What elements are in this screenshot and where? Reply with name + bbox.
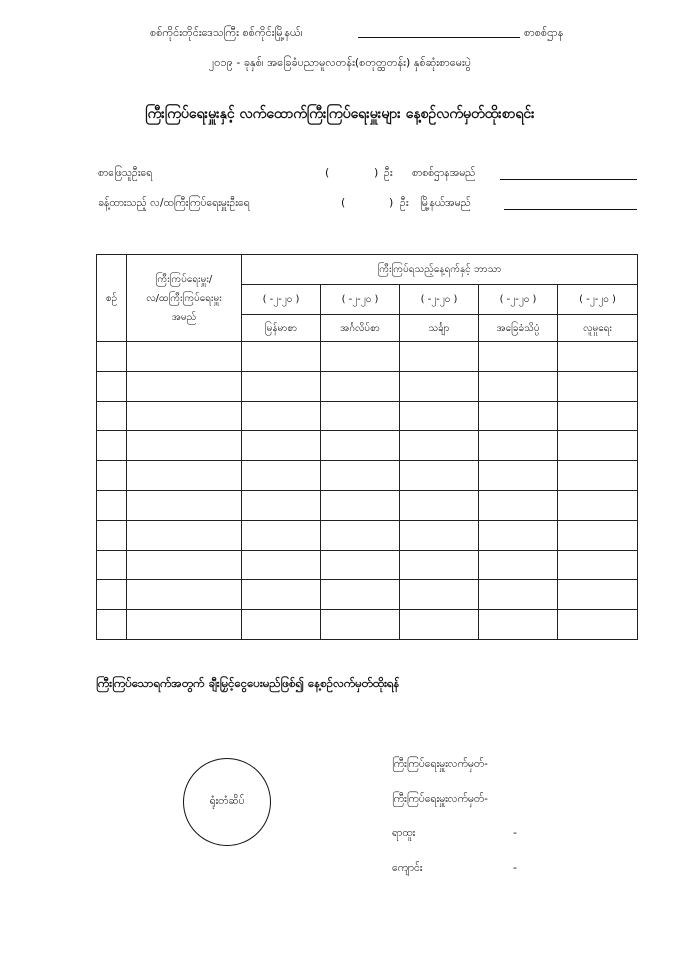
table-row [97,490,638,520]
table-cell[interactable] [400,401,479,431]
table-cell[interactable] [127,431,242,461]
table-cell[interactable] [321,371,400,401]
table-cell[interactable] [127,520,242,550]
subject-header-science: အခြေခံသိပ္ပံ [479,315,558,342]
exam-center-label: စာစစ်ဌာန [524,26,564,39]
date-header: ( -၂-၂၀ ) [242,285,321,315]
township-name-line [504,209,637,210]
supervisor-count-paren-open: ( [341,196,346,209]
table-cell[interactable] [242,490,321,520]
table-cell[interactable] [479,461,558,491]
table-cell[interactable] [558,610,638,640]
table-cell[interactable] [97,520,127,550]
candidate-count-unit: ဦး [384,167,393,179]
col-header-no: စဉ် [97,255,127,342]
table-cell[interactable] [400,490,479,520]
table-cell[interactable] [242,610,321,640]
table-cell[interactable] [479,550,558,580]
col-header-name [127,255,242,342]
table-cell[interactable] [321,490,400,520]
subject-header-math: သင်္ချာ [400,315,479,342]
form-title: ကြီးကြပ်ရေးမှူးနှင့် လက်ထောက်ကြီးကြပ်ရေးမှူးများ နေ့စဉ်လက်မှတ်ထိုးစာရင်း [145,106,535,122]
subject-header-myanmar: မြန်မာစာ [242,315,321,342]
table-row [97,520,638,550]
position-label: ရာထူး [392,827,416,839]
table-cell[interactable] [400,342,479,372]
table-cell[interactable] [558,401,638,431]
table-cell[interactable] [479,580,558,610]
table-cell[interactable] [400,461,479,491]
table-cell[interactable] [242,431,321,461]
table-row [97,431,638,461]
col-header-name-line2: လ/ထကြီးကြပ်ရေးမှူး [146,292,222,304]
office-seal [183,758,271,846]
office-seal-label: ရုံးတံဆိပ် [209,794,245,807]
table-cell[interactable] [97,342,127,372]
supervisor-count-paren-close: ) [389,196,394,209]
township-name-label: မြို့နယ်အမည် [420,197,471,209]
table-cell[interactable] [242,461,321,491]
table-cell[interactable] [97,550,127,580]
table-cell[interactable] [242,371,321,401]
date-header: ( -၂-၂၀ ) [479,285,558,315]
table-cell[interactable] [558,580,638,610]
table-cell[interactable] [321,610,400,640]
table-cell[interactable] [97,431,127,461]
table-cell[interactable] [400,580,479,610]
supervisor-count-label: ခန့်ထားသည့် လ/ထကြီးကြပ်ရေးမှူးဦးရေ [98,197,250,209]
table-row [97,550,638,580]
attendance-table [96,254,638,640]
school-dash: - [513,861,517,874]
table-cell[interactable] [242,342,321,372]
table-cell[interactable] [479,401,558,431]
table-cell[interactable] [558,520,638,550]
table-cell[interactable] [321,431,400,461]
township-blank-line [358,37,520,38]
table-cell[interactable] [97,610,127,640]
school-label: ကျောင်း [392,862,423,874]
table-row [97,580,638,610]
region-township-label: စစ်ကိုင်းတိုင်းဒေသကြီး စစ်ကိုင်းမြို့နယ်၊ [150,26,303,39]
table-cell[interactable] [479,520,558,550]
table-row [97,610,638,640]
table-cell[interactable] [127,461,242,491]
table-cell[interactable] [97,401,127,431]
exam-center-name-line [500,179,637,180]
table-cell[interactable] [127,342,242,372]
table-cell[interactable] [558,461,638,491]
table-cell[interactable] [127,401,242,431]
table-cell[interactable] [479,610,558,640]
table-cell[interactable] [400,431,479,461]
col-header-name-line3: အမည် [171,311,197,323]
table-cell[interactable] [242,520,321,550]
subject-header-english: အင်္ဂလိပ်စာ [321,315,400,342]
table-cell[interactable] [400,550,479,580]
date-header: ( -၂-၂၀ ) [558,285,638,315]
table-cell[interactable] [321,520,400,550]
supervisor-signature-label-1: ကြီးကြပ်ရေးမှူးလက်မှတ်- [392,758,488,770]
candidate-count-paren-open: ( [325,166,330,179]
supervisor-count-unit: ဦး [400,197,409,209]
table-cell[interactable] [242,550,321,580]
table-cell[interactable] [127,610,242,640]
position-dash: - [513,826,517,839]
table-cell[interactable] [97,580,127,610]
table-cell[interactable] [558,550,638,580]
table-cell[interactable] [321,550,400,580]
table-cell[interactable] [479,371,558,401]
exam-subtitle: ၂၀၁၉ - ခုနှစ်၊ အခြေခံပညာမူလတန်း(စတုတ္ထတန်း) နှစ်ဆုံးစာမေးပွဲ [208,56,472,69]
table-cell[interactable] [400,520,479,550]
table-cell[interactable] [242,401,321,431]
table-cell[interactable] [321,342,400,372]
table-cell[interactable] [97,490,127,520]
table-cell[interactable] [400,610,479,640]
table-cell[interactable] [127,371,242,401]
table-cell[interactable] [321,461,400,491]
table-cell[interactable] [97,371,127,401]
table-cell[interactable] [479,342,558,372]
subject-header-social: လူမှုရေး [558,315,638,342]
table-cell[interactable] [558,371,638,401]
date-header: ( -၂-၂၀ ) [400,285,479,315]
table-cell[interactable] [558,431,638,461]
table-row [97,371,638,401]
exam-center-name-label: စာစစ်ဌာနအမည် [412,167,476,179]
table-cell[interactable] [127,490,242,520]
col-header-date-subject: ကြီးကြပ်ရသည့်နေ့ရက်နှင့် ဘာသာ [242,255,638,285]
table-cell[interactable] [479,431,558,461]
table-cell[interactable] [558,342,638,372]
table-row [97,342,638,372]
table-row [97,461,638,491]
candidate-count-paren-close: ) [374,166,379,179]
table-cell[interactable] [321,580,400,610]
table-cell[interactable] [97,461,127,491]
table-cell[interactable] [400,371,479,401]
payment-note: ကြီးကြပ်သောရက်အတွက် ချီးမြှင့်ငွေပေးမည်ဖြစ်၍ နေ့စဉ်လက်မှတ်ထိုးရန် [96,676,400,690]
table-cell[interactable] [127,580,242,610]
table-cell[interactable] [242,580,321,610]
table-cell[interactable] [321,401,400,431]
table-row [97,401,638,431]
date-header: ( -၂-၂၀ ) [321,285,400,315]
candidate-count-label: စာဖြေသူဦးရေ [98,167,153,179]
col-header-name-line1: ကြီးကြပ်ရေးမှူး/ [155,273,213,285]
table-cell[interactable] [127,550,242,580]
supervisor-signature-label-2: ကြီးကြပ်ရေးမှူးလက်မှတ်- [392,793,488,805]
table-cell[interactable] [558,490,638,520]
table-cell[interactable] [479,490,558,520]
